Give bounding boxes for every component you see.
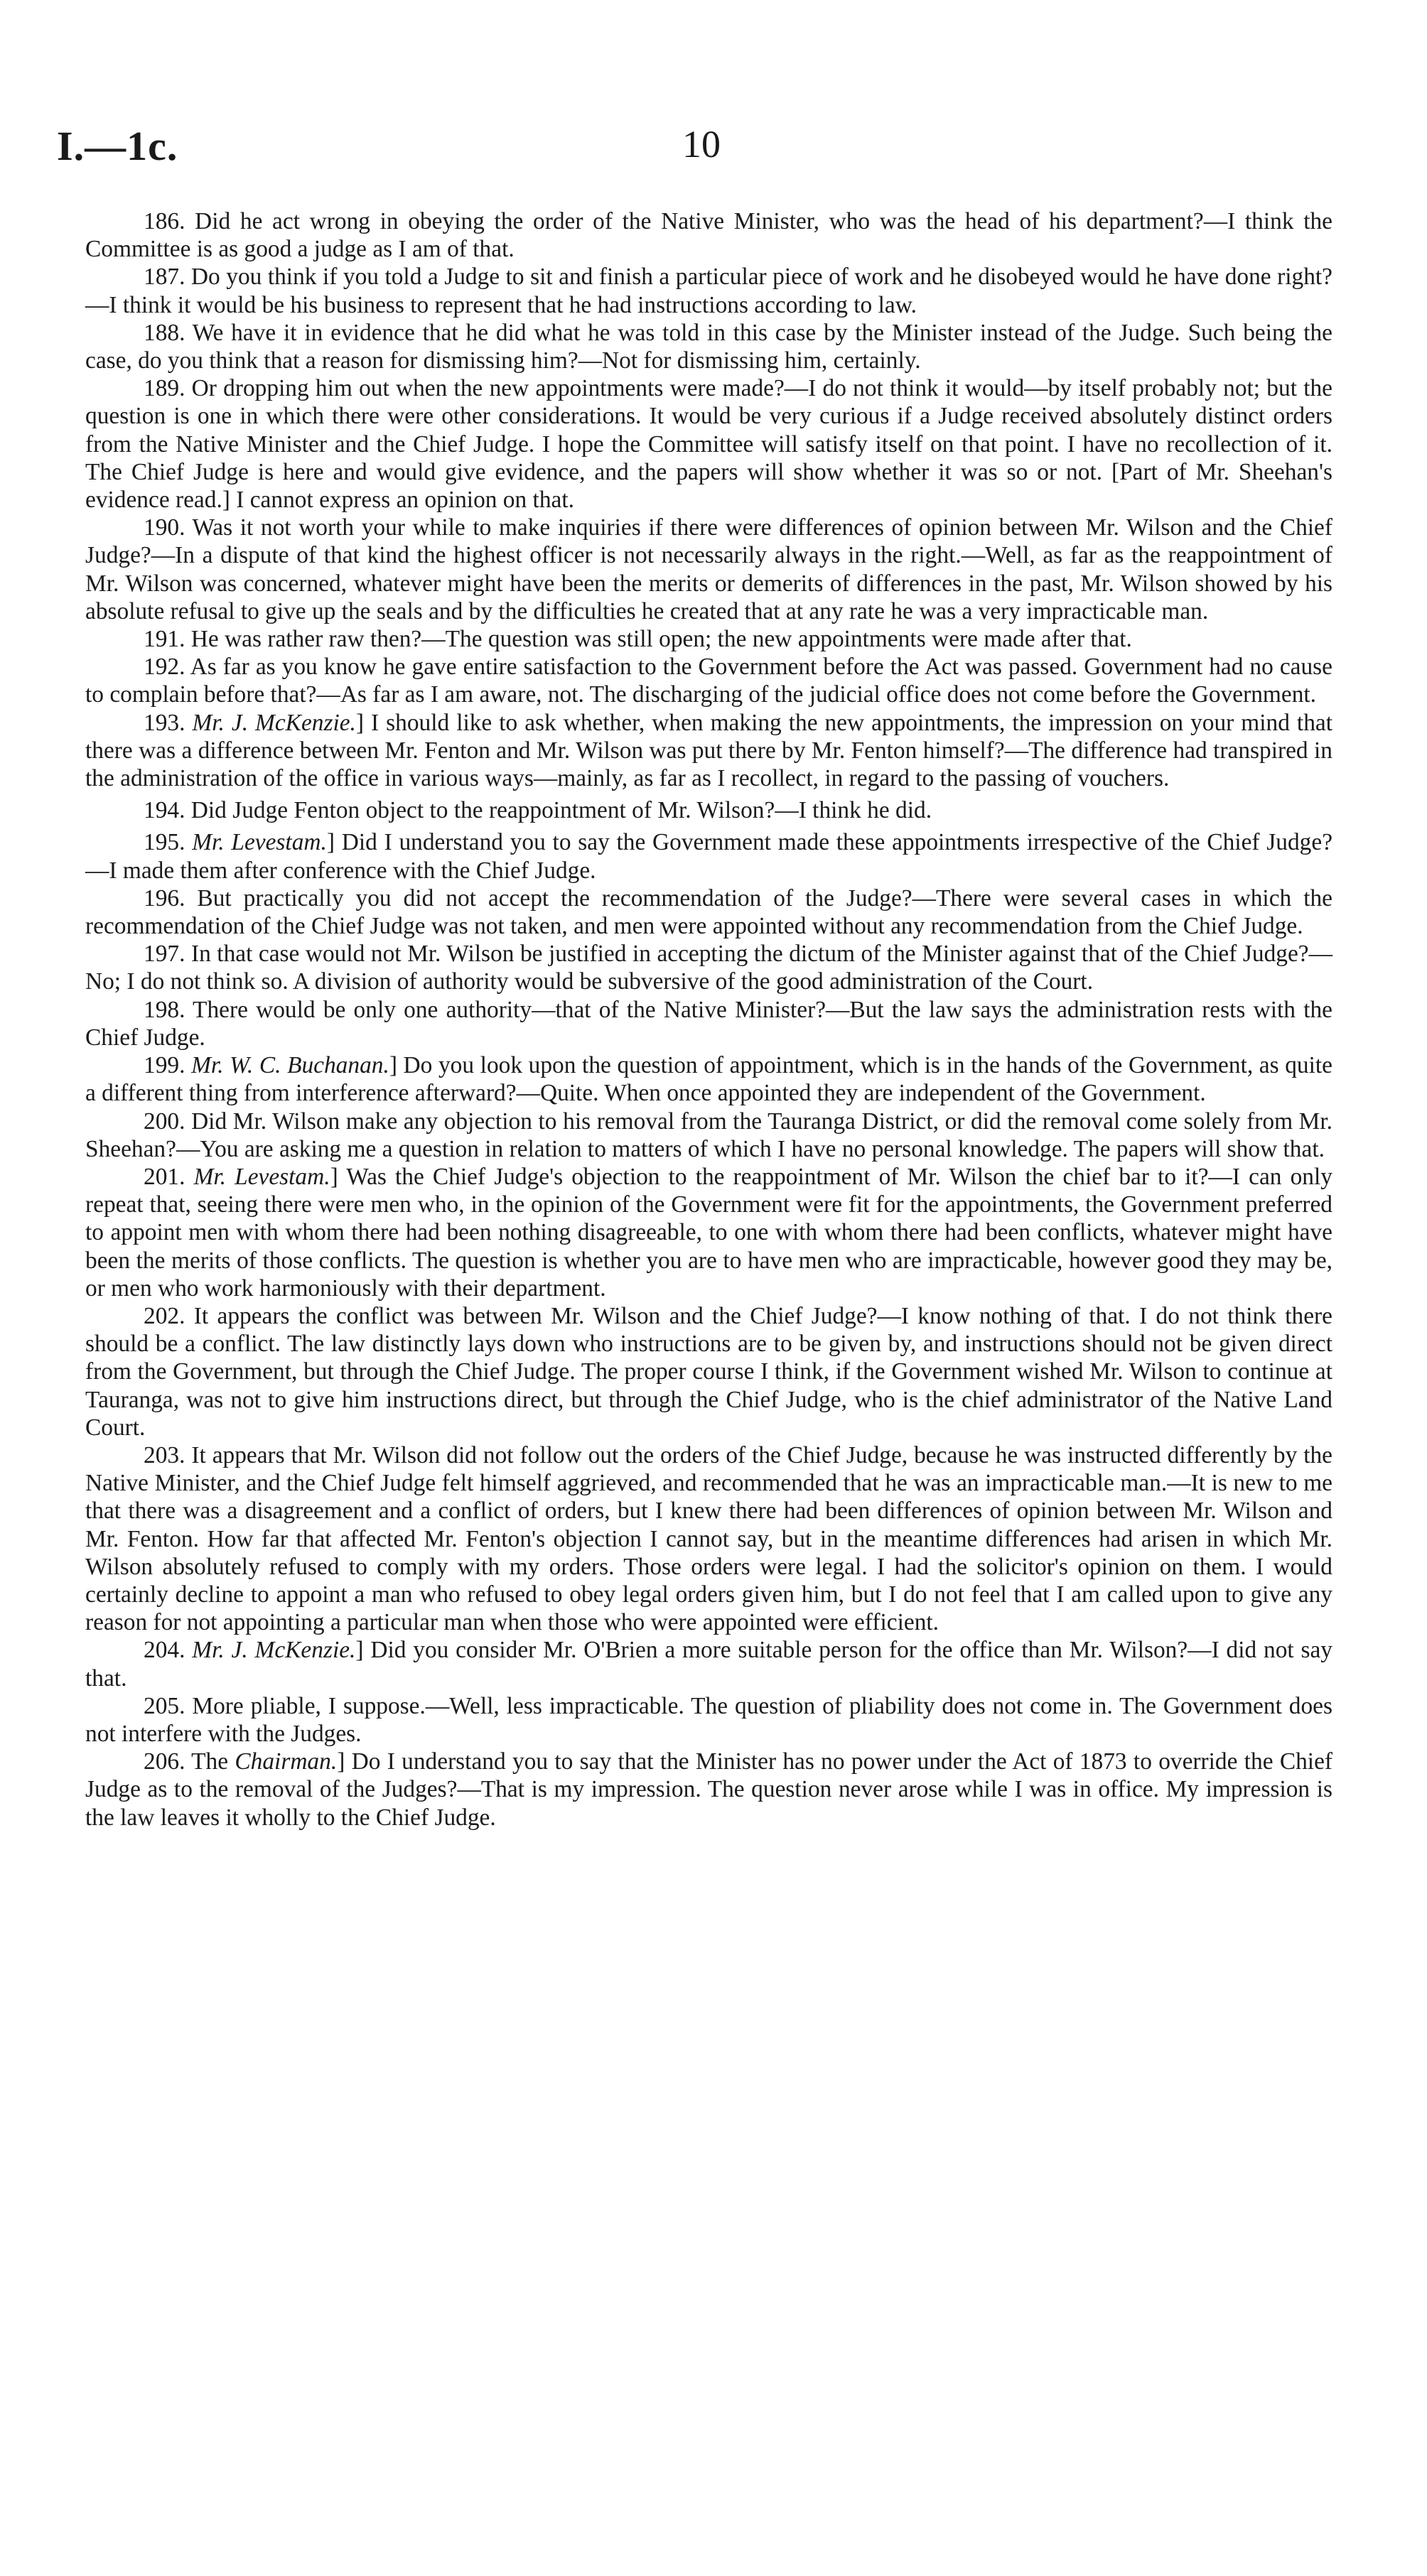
question-number: 204: [144, 1637, 180, 1664]
paragraph-200: 200. Did Mr. Wilson make any objection to his removal from the Tauranga District, or did the removal come solely from Mr. Sheehan?—You are asking me a question in relation to matters of which I have no personal knowledge. The papers will show that.: [85, 1108, 1332, 1162]
question-number: 193: [144, 709, 180, 736]
paragraph-206: 206. The Chairman.] Do I understand you to say that the Minister has no power under the Act of 1873 to override the Chief Judge as to the removal of the Judges?—That is my impression. The question never arose while I was in office. My impression is the law leaves it wholly to the Chief Judge.: [85, 1748, 1333, 1831]
paragraph-202: 202. It appears the conflict was between Mr. Wilson and the Chief Judge?—I know nothing of that. I do not think there should be a conflict. The law distinctly lays down who instructions are to be given by, and instructions should not be given direct from the Government, but through the Chief Judge. The proper course I think, if the Government wished Mr. Wilson to continue at Tauranga, was not to give him instructions direct, but through the Chief Judge, who is the chief administrator of the Native Land Court.: [85, 1302, 1332, 1441]
paragraph-191: 191. He was rather raw then?—The question was still open; the new appointments were made after that.: [144, 626, 1132, 653]
document-reference: I.—1c.: [57, 123, 178, 169]
speaker-name: Mr. W. C. Buchanan.: [191, 1052, 389, 1079]
paragraph-204: 204. Mr. J. McKenzie.] Did you consider Mr. O'Brien a more suitable person for the office than Mr. Wilson?—I did not say that.: [85, 1637, 1333, 1692]
question-number: 201: [144, 1163, 180, 1190]
question-number: 206: [144, 1748, 180, 1775]
evidence-body: [85, 207, 1332, 1831]
paragraph-190: 190. Was it not worth your while to make inquiries if there were differences of opinion between Mr. Wilson and the Chief Judge?—In a dispute of that kind the highest officer is not necessarily always in the right.—Well, as far as the reappointment of Mr. Wilson was concerned, whatever might have been the merits or demerits of differences in the past, Mr. Wilson showed by his absolute refusal to give up the seals and by the difficulties he created that at any rate he was a very impracticable man.: [85, 514, 1332, 624]
paragraph-198: 198. There would be only one authority—that of the Native Minister?—But the law says the administration rests with the Chief Judge.: [85, 996, 1332, 1051]
speaker-name: Mr. J. McKenzie.: [192, 709, 356, 736]
paragraph-199: 199. Mr. W. C. Buchanan.] Do you look upon the question of appointment, which is in the hands of the Government, as quite a different thing from interference afterward?—Quite. When once appointed they are independent of the Government.: [85, 1052, 1333, 1107]
paragraph-193: 193. Mr. J. McKenzie.] I should like to ask whether, when making the new appointments, the impression on your mind that there was a difference between Mr. Fenton and Mr. Wilson was put there by Mr. Fenton himself?—The difference had transpired in the administration of the office in various ways—mainly, as far as I recollect, in regard to the passing of vouchers.: [85, 709, 1332, 792]
paragraph-194: 194. Did Judge Fenton object to the reappointment of Mr. Wilson?—I think he did.: [144, 797, 932, 824]
speaker-name: Mr. J. McKenzie.: [192, 1637, 356, 1664]
paragraph-201: 201. Mr. Levestam.] Was the Chief Judge's objection to the reappointment of Mr. Wilson the chief bar to it?—I can only repeat that, seeing there were men who, in the opinion of the Government were fit for the appointments, the Government preferred to appoint men with whom there had been nothing disagreeable, to one with whom there had been conflicts, whatever might have been the merits of those conflicts. The question is whether you are to have men who are impracticable, however good they may be, or men who work harmoniously with their department.: [85, 1163, 1332, 1301]
paragraph-186: 186. Did he act wrong in obeying the order of the Native Minister, who was the head of his department?—I think the Committee is as good a judge as I am of that.: [85, 208, 1332, 263]
paragraph-197: 197. In that case would not Mr. Wilson be justified in accepting the dictum of the Minister against that of the Chief Judge?—No; I do not think so. A division of authority would be subversive of the good administration of the Court.: [85, 941, 1332, 995]
speaker-name: Mr. Levestam.: [192, 829, 327, 856]
paragraph-195: 195. Mr. Levestam.] Did I understand you to say the Government made these appointments irrespective of the Chief Judge?—I made them after conference with the Chief Judge.: [85, 829, 1333, 884]
paragraph-187: 187. Do you think if you told a Judge to sit and finish a particular piece of work and he disobeyed would he have done right?—I think it would be his business to represent that he had instructions according to law.: [85, 264, 1332, 318]
paragraph-203: 203. It appears that Mr. Wilson did not follow out the orders of the Chief Judge, because he was instructed differently by the Native Minister, and the Chief Judge felt himself aggrieved, and recommended that he was an impracticable man.—It is new to me that there was a disagreement and a conflict of orders, but I knew there had been differences of opinion between Mr. Wilson and Mr. Fenton. How far that affected Mr. Fenton's objection I cannot say, but in the meantime differences had arisen in which Mr. Wilson absolutely refused to comply with my orders. Those orders were legal. I had the solicitor's opinion on them. I would certainly decline to appoint a man who refused to obey legal orders given him, but I do not feel that I am called upon to give any reason for not appointing a particular man when those who were appointed were efficient.: [85, 1441, 1332, 1636]
paragraph-192: 192. As far as you know he gave entire satisfaction to the Government before the Act was passed. Government had no cause to complain before that?—As far as I am aware, not. The discharging of the judicial office does not come before the Government.: [85, 654, 1332, 708]
paragraph-189: 189. Or dropping him out when the new appointments were made?—I do not think it would—by itself probably not; but the question is one in which there were other considerations. It would be very curious if a Judge received absolutely distinct orders from the Native Minister and the Chief Judge. I hope the Committee will satisfy itself on that point. I have no recollection of it. The Chief Judge is here and would give evidence, and the papers will show whether it was so or not. [Part of Mr. Sheehan's evidence read.] I cannot express an opinion on that.: [85, 375, 1332, 514]
question-number: 195: [144, 829, 180, 856]
question-number: 199: [144, 1052, 180, 1079]
speaker-prefix: The: [191, 1748, 229, 1775]
paragraph-188: 188. We have it in evidence that he did what he was told in this case by the Minister instead of the Judge. Such being the case, do you think that a reason for dismissing him?—Not for dismissing him, certainly.: [85, 319, 1332, 374]
paragraph-196: 196. But practically you did not accept the recommendation of the Judge?—There were several cases in which the recommendation of the Chief Judge was not taken, and men were appointed without any recommendation from the Chief Judge.: [85, 884, 1332, 940]
paragraph-205: 205. More pliable, I suppose.—Well, less impracticable. The question of pliability does not come in. The Government does not interfere with the Judges.: [85, 1692, 1332, 1747]
page-number: 10: [682, 123, 721, 166]
speaker-name: Chairman.: [235, 1748, 338, 1775]
speaker-name: Mr. Levestam.: [193, 1163, 330, 1190]
